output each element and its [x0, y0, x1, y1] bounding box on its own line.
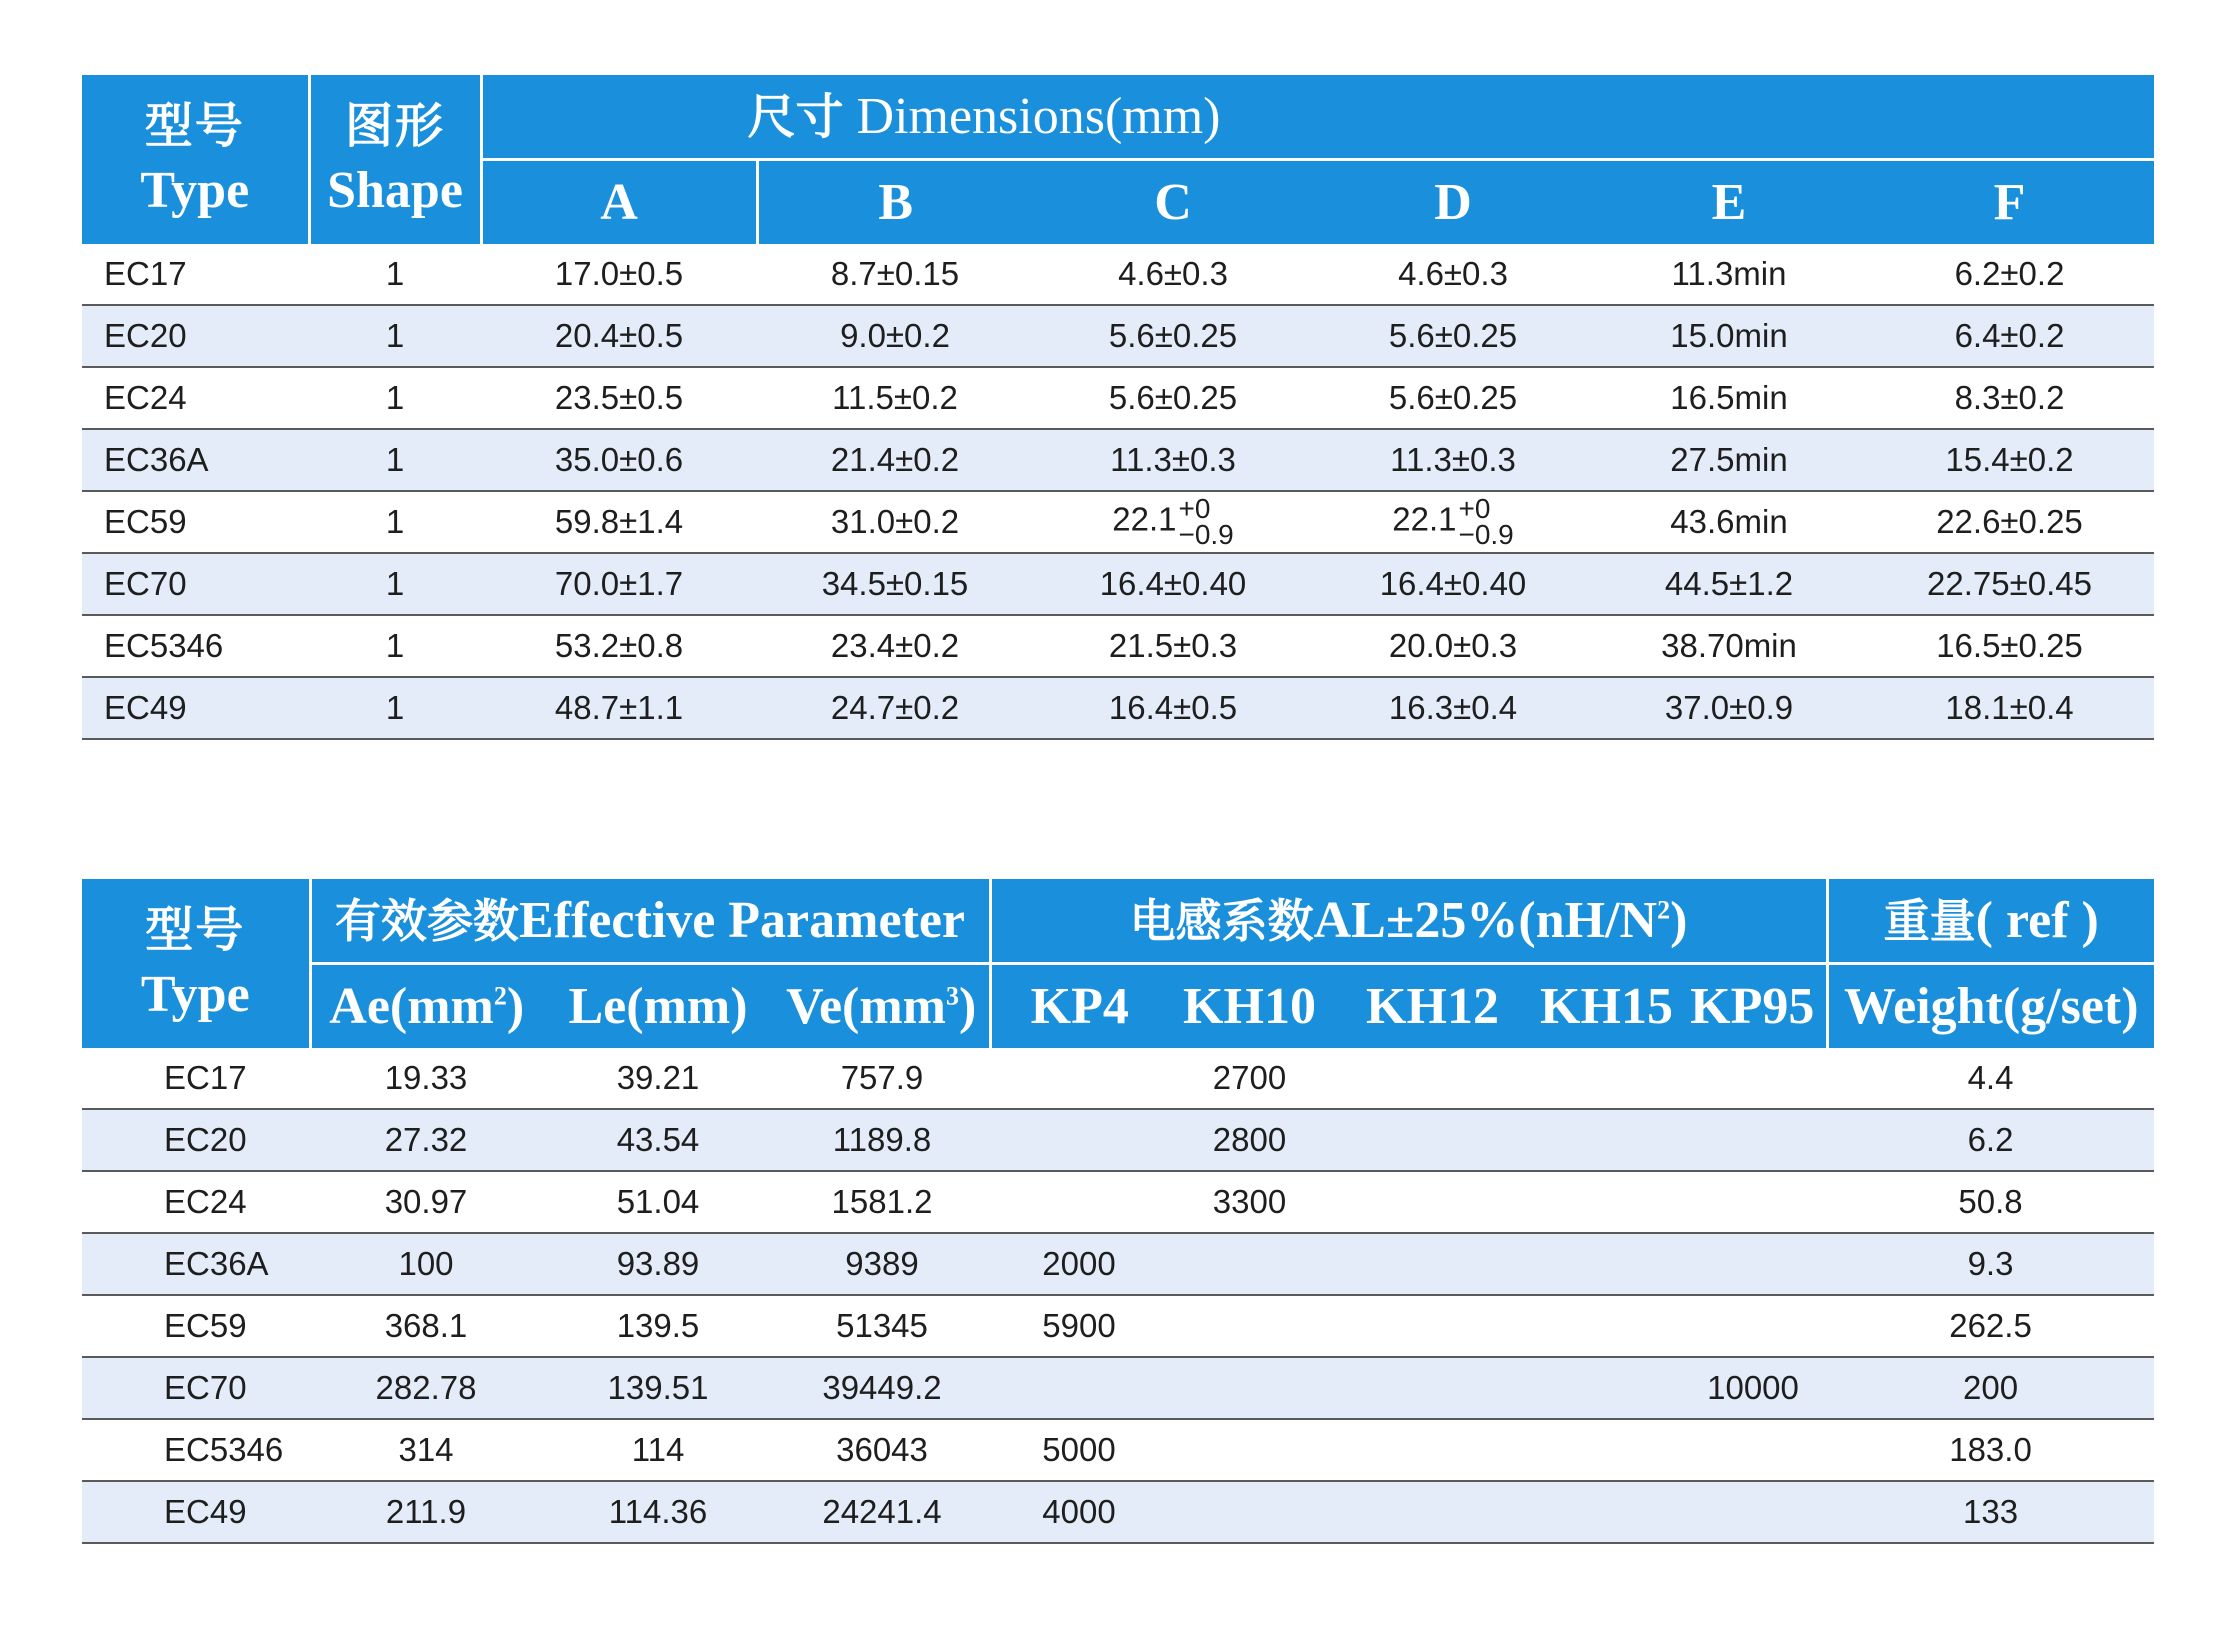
ve-header: $Ve(mm^3)$ [774, 963, 990, 1048]
weight-cell: 262.5 [1827, 1295, 2154, 1357]
kh15-cell [1534, 1481, 1679, 1543]
type-cell: EC17 [82, 244, 309, 305]
dim-e-cell: 43.6min [1593, 491, 1865, 553]
table-row [82, 491, 2154, 553]
kh15-cell [1534, 1295, 1679, 1357]
weight-cell: 6.2 [1827, 1109, 2154, 1171]
table-row [82, 1295, 2154, 1357]
ae-cell: 27.32 [310, 1109, 542, 1171]
dimensions-header-en: Dimensions(mm) [856, 87, 1221, 145]
dim-c-tolerance [1178, 493, 1234, 550]
table-row [82, 1048, 2154, 1109]
kp95-cell [1679, 1295, 1827, 1357]
kh12-cell [1331, 1171, 1534, 1233]
kp95-header: KP95 [1679, 963, 1827, 1048]
dim-b-cell: 9.0±0.2 [757, 305, 1033, 367]
kh10-cell [1168, 1295, 1331, 1357]
le-cell: 93.89 [542, 1233, 774, 1295]
type-cell: EC5346 [82, 1419, 310, 1481]
shape-cell: 1 [309, 615, 481, 677]
kh10-cell: 2700 [1168, 1048, 1331, 1109]
weight-group-zh: 重量 [1883, 893, 1976, 948]
shape-cell: 1 [309, 677, 481, 739]
dim-d-cell: 11.3±0.3 [1313, 429, 1593, 491]
shape-header-zh: 图形 [344, 97, 445, 154]
ve-cell: 1581.2 [774, 1171, 990, 1233]
table-row [82, 1419, 2154, 1481]
kh15-cell [1534, 1171, 1679, 1233]
kh12-cell [1331, 1295, 1534, 1357]
kp95-cell [1679, 1171, 1827, 1233]
dim-a-cell: 20.4±0.5 [481, 305, 757, 367]
table-row [82, 615, 2154, 677]
weight-group-en: ( ref ) [1975, 891, 2099, 949]
dim-f-cell: 15.4±0.2 [1865, 429, 2154, 491]
dim-e-cell: 37.0±0.9 [1593, 677, 1865, 739]
type-header [82, 879, 310, 1048]
dim-e-cell: 15.0min [1593, 305, 1865, 367]
table-row [82, 1171, 2154, 1233]
dim-b-cell: 31.0±0.2 [757, 491, 1033, 553]
type-cell: EC49 [82, 1481, 310, 1543]
table-row [82, 677, 2154, 739]
ve-cell: 51345 [774, 1295, 990, 1357]
dim-d-plus: +0 [1458, 493, 1491, 524]
dim-c-cell: 4.6±0.3 [1033, 244, 1313, 305]
dim-c-cell [1033, 491, 1313, 553]
ae-cell: 211.9 [310, 1481, 542, 1543]
dim-c-cell: 5.6±0.25 [1033, 305, 1313, 367]
kp95-cell [1679, 1048, 1827, 1109]
col-b-header: B [757, 159, 1033, 244]
kh15-cell [1534, 1048, 1679, 1109]
dim-a-cell: 70.0±1.7 [481, 553, 757, 615]
kh12-cell [1331, 1357, 1534, 1419]
dim-f-cell: 6.4±0.2 [1865, 305, 2154, 367]
ae-header-text: Ae(mm [329, 977, 494, 1035]
ae-cell: 368.1 [310, 1295, 542, 1357]
dim-f-cell: 22.75±0.45 [1865, 553, 2154, 615]
ae-cell: 314 [310, 1419, 542, 1481]
dim-d-cell: 20.0±0.3 [1313, 615, 1593, 677]
dim-e-cell: 11.3min [1593, 244, 1865, 305]
dim-a-cell: 35.0±0.6 [481, 429, 757, 491]
kh10-cell [1168, 1481, 1331, 1543]
dim-c-base: 22.1 [1112, 500, 1177, 538]
dim-c-cell: 11.3±0.3 [1033, 429, 1313, 491]
dim-b-cell: 24.7±0.2 [757, 677, 1033, 739]
dim-d-cell [1313, 491, 1593, 553]
shape-cell: 1 [309, 244, 481, 305]
dim-a-cell: 53.2±0.8 [481, 615, 757, 677]
kp4-cell [990, 1048, 1168, 1109]
dim-f-cell: 22.6±0.25 [1865, 491, 2154, 553]
weight-header: Weight(g/set) [1827, 963, 2154, 1048]
ve-header-sup: 3 [945, 981, 959, 1011]
col-e-header: E [1593, 159, 1865, 244]
type-header-zh: 型号 [145, 901, 246, 958]
type-cell: EC36A [82, 1233, 310, 1295]
ae-cell: 282.78 [310, 1357, 542, 1419]
kh10-cell [1168, 1419, 1331, 1481]
dim-e-cell: 16.5min [1593, 367, 1865, 429]
ve-cell: 24241.4 [774, 1481, 990, 1543]
weight-cell: 183.0 [1827, 1419, 2154, 1481]
dim-c-plus: +0 [1178, 493, 1211, 524]
kp4-cell [990, 1357, 1168, 1419]
le-cell: 114 [542, 1419, 774, 1481]
dim-a-cell: 59.8±1.4 [481, 491, 757, 553]
kh10-cell: 3300 [1168, 1171, 1331, 1233]
kp95-cell [1679, 1233, 1827, 1295]
dim-d-tolerance [1458, 493, 1514, 550]
kh12-cell [1331, 1481, 1534, 1543]
ve-cell: 1189.8 [774, 1109, 990, 1171]
kh10-cell [1168, 1357, 1331, 1419]
kp95-cell [1679, 1419, 1827, 1481]
effective-parameter-header [310, 879, 990, 963]
table-row [82, 367, 2154, 429]
kh12-header: KH12 [1331, 963, 1534, 1048]
kh15-header: KH15 [1534, 963, 1679, 1048]
type-cell: EC59 [82, 1295, 310, 1357]
table-row [82, 553, 2154, 615]
weight-group-header [1827, 879, 2154, 963]
inductance-factor-header [990, 879, 1827, 963]
ve-cell: 9389 [774, 1233, 990, 1295]
dim-d-cell: 16.3±0.4 [1313, 677, 1593, 739]
weight-cell: 50.8 [1827, 1171, 2154, 1233]
dim-f-cell: 8.3±0.2 [1865, 367, 2154, 429]
effective-parameter-zh: 有效参数 [334, 893, 519, 948]
kh10-cell: 2800 [1168, 1109, 1331, 1171]
kh15-cell [1534, 1233, 1679, 1295]
ve-cell: 36043 [774, 1419, 990, 1481]
dim-b-cell: 34.5±0.15 [757, 553, 1033, 615]
dim-a-cell: 23.5±0.5 [481, 367, 757, 429]
kp95-cell [1679, 1109, 1827, 1171]
dim-b-cell: 8.7±0.15 [757, 244, 1033, 305]
kp4-cell: 4000 [990, 1481, 1168, 1543]
kp4-cell: 2000 [990, 1233, 1168, 1295]
table-row [82, 244, 2154, 305]
effective-parameter-en: Effective Parameter [518, 891, 966, 949]
le-cell: 139.51 [542, 1357, 774, 1419]
dim-e-cell: 38.70min [1593, 615, 1865, 677]
kh12-cell [1331, 1048, 1534, 1109]
le-cell: 114.36 [542, 1481, 774, 1543]
ve-cell: 757.9 [774, 1048, 990, 1109]
table-row [82, 1357, 2154, 1419]
ve-header-text: Ve(mm [786, 977, 946, 1035]
dimensions-table [82, 75, 2154, 740]
type-cell: EC20 [82, 1109, 310, 1171]
shape-cell: 1 [309, 429, 481, 491]
le-cell: 43.54 [542, 1109, 774, 1171]
dim-d-cell: 5.6±0.25 [1313, 367, 1593, 429]
dim-e-cell: 44.5±1.2 [1593, 553, 1865, 615]
dim-b-cell: 21.4±0.2 [757, 429, 1033, 491]
type-header-en: Type [140, 162, 250, 220]
dim-d-minus: −0.9 [1458, 519, 1514, 550]
weight-cell: 200 [1827, 1357, 2154, 1419]
kh10-cell [1168, 1233, 1331, 1295]
col-a-header: A [481, 159, 757, 244]
dim-e-cell: 27.5min [1593, 429, 1865, 491]
type-cell: EC5346 [82, 615, 309, 677]
dim-f-cell: 6.2±0.2 [1865, 244, 2154, 305]
kh12-cell [1331, 1419, 1534, 1481]
table-row [82, 1233, 2154, 1295]
dim-c-cell: 16.4±0.5 [1033, 677, 1313, 739]
shape-cell: 1 [309, 553, 481, 615]
dim-a-cell: 17.0±0.5 [481, 244, 757, 305]
kp4-cell [990, 1171, 1168, 1233]
ae-cell: 30.97 [310, 1171, 542, 1233]
ae-header: $Ae(mm^2)$ [310, 963, 542, 1048]
dim-d-base: 22.1 [1392, 500, 1457, 538]
table-row [82, 305, 2154, 367]
weight-cell: 9.3 [1827, 1233, 2154, 1295]
ae-cell: 100 [310, 1233, 542, 1295]
type-header-en: Type [140, 966, 250, 1024]
kp4-cell [990, 1109, 1168, 1171]
inductance-factor-sup: 2 [1657, 895, 1671, 925]
col-f-header: F [1865, 159, 2154, 244]
type-cell: EC36A [82, 429, 309, 491]
shape-header-en: Shape [327, 162, 463, 220]
kh15-cell [1534, 1419, 1679, 1481]
dimensions-header [481, 75, 2154, 159]
dim-c-cell: 5.6±0.25 [1033, 367, 1313, 429]
le-cell: 139.5 [542, 1295, 774, 1357]
kh12-cell [1331, 1233, 1534, 1295]
dim-c-cell: 16.4±0.40 [1033, 553, 1313, 615]
ae-cell: 19.33 [310, 1048, 542, 1109]
type-cell: EC59 [82, 491, 309, 553]
shape-cell: 1 [309, 491, 481, 553]
col-c-header: C [1033, 159, 1313, 244]
inductance-factor-close: ) [1670, 891, 1688, 949]
weight-cell: 4.4 [1827, 1048, 2154, 1109]
le-cell: 39.21 [542, 1048, 774, 1109]
type-header [82, 75, 309, 244]
col-d-header: D [1313, 159, 1593, 244]
type-header-zh: 型号 [144, 97, 245, 154]
type-cell: EC17 [82, 1048, 310, 1109]
dim-d-cell: 4.6±0.3 [1313, 244, 1593, 305]
le-cell: 51.04 [542, 1171, 774, 1233]
weight-cell: 133 [1827, 1481, 2154, 1543]
ve-cell: 39449.2 [774, 1357, 990, 1419]
kp4-header: KP4 [990, 963, 1168, 1048]
kh15-cell [1534, 1109, 1679, 1171]
dim-c-cell: 21.5±0.3 [1033, 615, 1313, 677]
type-cell: EC70 [82, 1357, 310, 1419]
type-cell: EC70 [82, 553, 309, 615]
kp4-cell: 5000 [990, 1419, 1168, 1481]
kh15-cell [1534, 1357, 1679, 1419]
dim-c-minus: −0.9 [1178, 519, 1234, 550]
inductance-factor-en: AL±25%(nH/N [1313, 891, 1658, 949]
kp95-cell: 10000 [1679, 1357, 1827, 1419]
kh10-header: KH10 [1168, 963, 1331, 1048]
table-row [82, 429, 2154, 491]
type-cell: EC49 [82, 677, 309, 739]
shape-header [309, 75, 481, 244]
dim-d-cell: 5.6±0.25 [1313, 305, 1593, 367]
dim-b-cell: 11.5±0.2 [757, 367, 1033, 429]
shape-cell: 1 [309, 305, 481, 367]
dim-a-cell: 48.7±1.1 [481, 677, 757, 739]
dim-f-cell: 18.1±0.4 [1865, 677, 2154, 739]
dimensions-header-zh: 尺寸 [747, 88, 844, 145]
table-row [82, 1481, 2154, 1543]
kp95-cell [1679, 1481, 1827, 1543]
kp4-cell: 5900 [990, 1295, 1168, 1357]
dim-b-cell: 23.4±0.2 [757, 615, 1033, 677]
type-cell: EC24 [82, 1171, 310, 1233]
type-cell: EC20 [82, 305, 309, 367]
kh12-cell [1331, 1109, 1534, 1171]
dim-d-cell: 16.4±0.40 [1313, 553, 1593, 615]
type-cell: EC24 [82, 367, 309, 429]
inductance-factor-zh: 电感系数 [1129, 893, 1314, 948]
ae-header-sup: 2 [493, 981, 507, 1011]
dim-f-cell: 16.5±0.25 [1865, 615, 2154, 677]
shape-cell: 1 [309, 367, 481, 429]
le-header: Le(mm) [542, 963, 774, 1048]
parameters-table [82, 879, 2154, 1544]
table-row [82, 1109, 2154, 1171]
